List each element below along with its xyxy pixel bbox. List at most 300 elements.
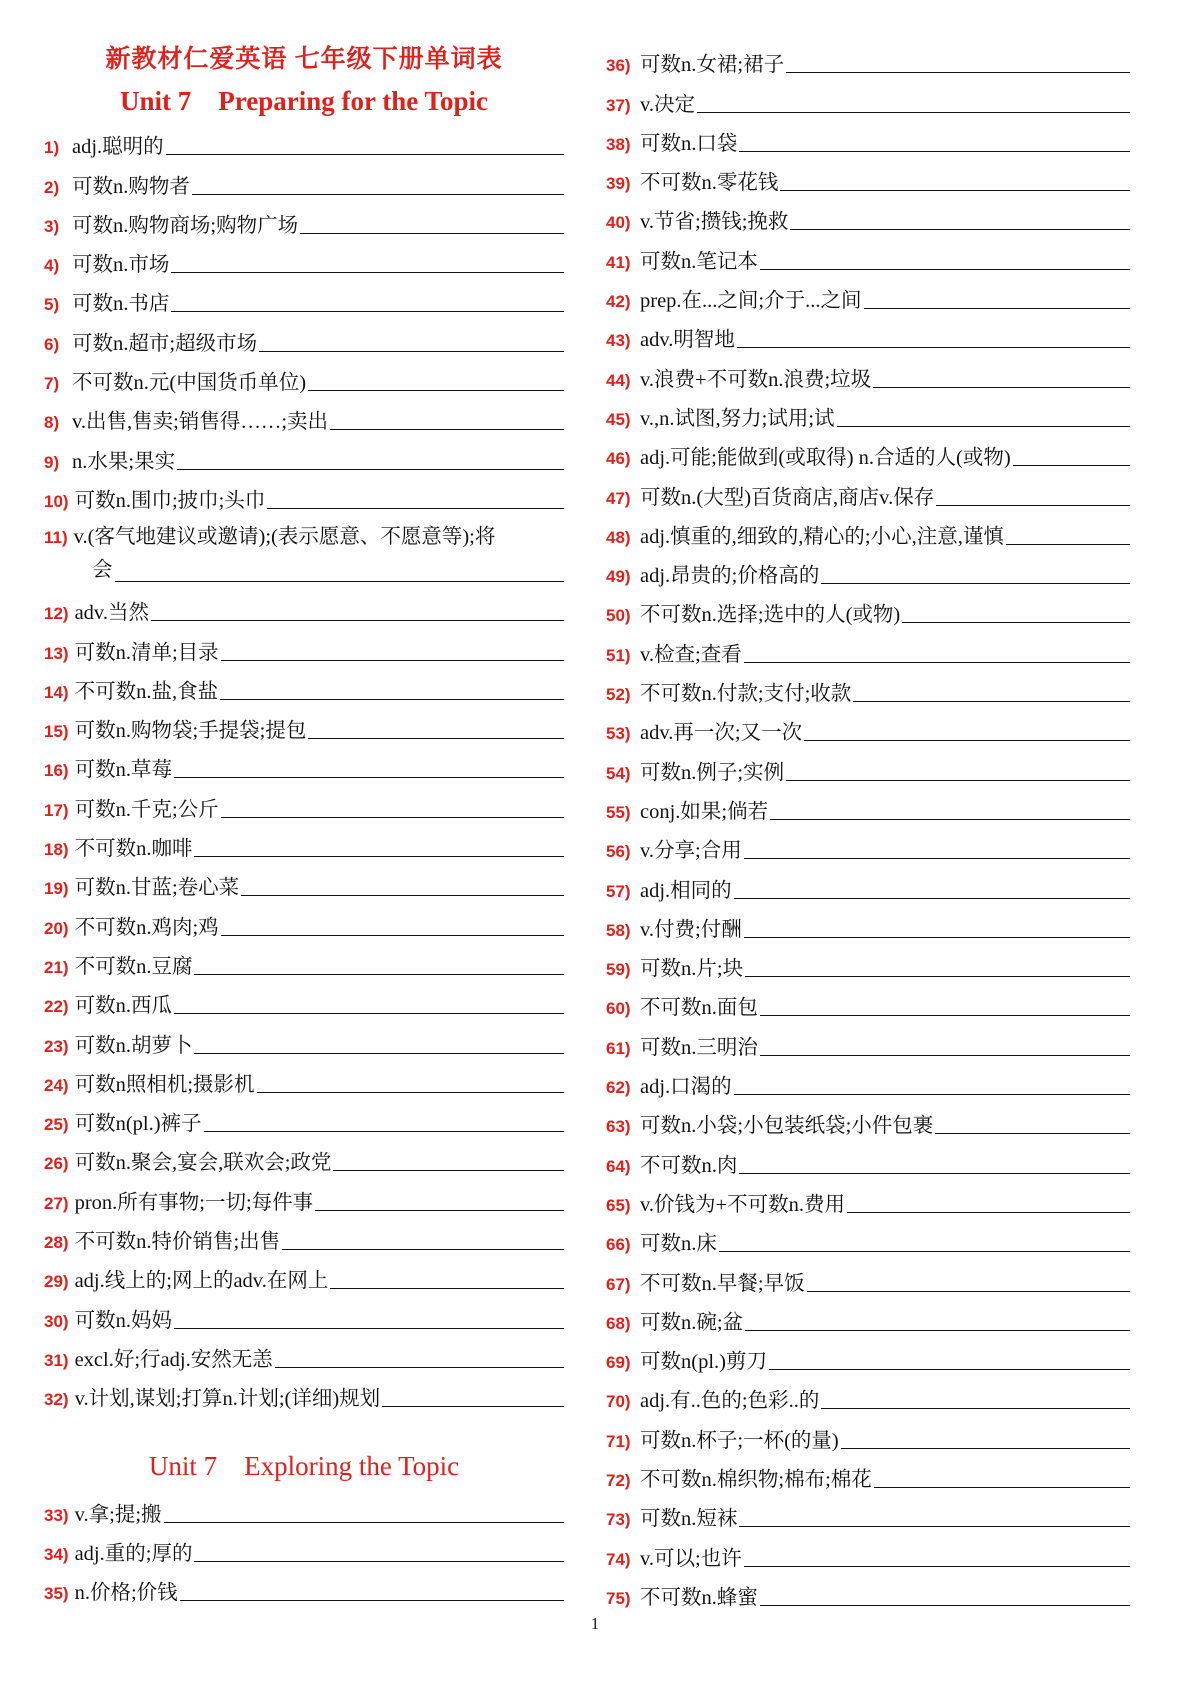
vocab-item [606, 1298, 1130, 1337]
vocab-item [44, 358, 564, 397]
item-definition: 可数n.草莓 [74, 759, 172, 782]
vocab-item [44, 588, 564, 627]
item-definition: adj.聪明的 [72, 136, 164, 159]
vocab-item [44, 784, 564, 823]
vocab-item [606, 472, 1130, 511]
item-definition: 可数n.床 [640, 1233, 717, 1256]
answer-blank[interactable] [697, 112, 1130, 113]
item-number: 44) [606, 370, 631, 390]
item-definition: 可数n.清单;目录 [74, 641, 219, 664]
vocab-item [606, 629, 1130, 668]
vocab-item [44, 476, 564, 515]
item-number: 58) [606, 920, 631, 940]
item-definition: 不可数n.零花钱 [640, 172, 779, 195]
item-definition: 可数n.笔记本 [640, 250, 758, 273]
answer-blank[interactable] [734, 1094, 1130, 1095]
vocab-item [606, 826, 1130, 865]
vocab-item [44, 1295, 564, 1334]
answer-blank[interactable] [936, 505, 1130, 506]
vocab-item [606, 905, 1130, 944]
item-number: 4) [44, 256, 60, 276]
vocab-item [606, 747, 1130, 786]
answer-blank[interactable] [330, 1288, 564, 1289]
item-number: 65) [606, 1195, 631, 1215]
answer-blank[interactable] [194, 856, 564, 857]
item-definition: v.节省;攒钱;挽救 [640, 211, 789, 234]
answer-blank[interactable] [760, 1605, 1130, 1606]
item-definition: 可数n.西瓜 [74, 995, 172, 1018]
vocab-item [606, 158, 1130, 197]
item-definition: 可数n.小袋;小包装纸袋;小件包裹 [640, 1115, 934, 1138]
answer-blank[interactable] [744, 858, 1130, 859]
answer-blank[interactable] [769, 1369, 1130, 1370]
answer-blank[interactable] [786, 72, 1130, 73]
item-number: 9) [44, 452, 60, 472]
vocab-item [606, 1101, 1130, 1140]
item-number: 53) [606, 724, 631, 744]
item-number: 47) [606, 488, 631, 508]
answer-blank[interactable] [744, 662, 1130, 663]
vocab-item [606, 1258, 1130, 1297]
word-list-preparing [44, 122, 564, 1413]
word-list-exploring-left [44, 1489, 564, 1607]
section-heading-preparing: Unit 7 Preparing for the Topic [119, 86, 489, 116]
item-number: 11) [44, 527, 68, 547]
vocab-item [44, 161, 564, 200]
item-number: 2) [44, 177, 60, 197]
item-number: 19) [44, 879, 69, 899]
answer-blank[interactable] [180, 1600, 564, 1601]
vocab-item [44, 1489, 564, 1528]
answer-blank[interactable] [333, 1170, 564, 1171]
vocab-item [44, 1374, 564, 1413]
item-number: 64) [606, 1156, 631, 1176]
answer-blank[interactable] [151, 620, 564, 621]
item-definition: adj.慎重的,细致的,精心的;小心,注意,谨慎 [640, 525, 1004, 548]
item-definition: 不可数n.特价销售;出售 [74, 1231, 281, 1254]
item-definition: 可数n.例子;实例 [640, 761, 785, 784]
item-number: 40) [606, 213, 631, 233]
vocab-item [606, 433, 1130, 472]
answer-blank[interactable] [257, 1092, 564, 1093]
answer-blank[interactable] [821, 583, 1130, 584]
answer-blank[interactable] [745, 1330, 1130, 1331]
answer-blank[interactable] [864, 308, 1131, 309]
item-definition: 不可数n.面包 [640, 997, 758, 1020]
word-list-exploring-right [606, 40, 1130, 1612]
item-definition: adv.明智地 [640, 329, 735, 352]
vocab-item [606, 1533, 1130, 1572]
item-number: 36) [606, 56, 631, 76]
item-number: 5) [44, 295, 60, 315]
answer-blank[interactable] [739, 151, 1130, 152]
vocab-item [606, 1022, 1130, 1061]
item-number: 59) [606, 960, 631, 980]
vocab-item [44, 279, 564, 318]
item-definition: 不可数n.早餐;早饭 [640, 1272, 805, 1295]
answer-blank[interactable] [853, 701, 1130, 702]
item-definition: n.水果;果实 [72, 450, 176, 473]
answer-blank[interactable] [220, 699, 564, 700]
item-definition: 可数n.片;块 [640, 958, 744, 981]
item-definition: adj.线上的;网上的adv.在网上 [74, 1270, 329, 1293]
vocab-item [606, 1455, 1130, 1494]
item-number: 71) [606, 1431, 631, 1451]
vocab-item [606, 1062, 1130, 1101]
vocab-item [606, 40, 1130, 79]
item-number: 23) [44, 1036, 69, 1056]
answer-blank[interactable] [241, 895, 564, 896]
item-number: 70) [606, 1392, 631, 1412]
answer-blank[interactable] [847, 1212, 1130, 1213]
item-number: 31) [44, 1350, 69, 1370]
item-number: 8) [44, 413, 60, 433]
vocab-item [606, 354, 1130, 393]
item-number: 14) [44, 682, 69, 702]
item-number: 66) [606, 1235, 631, 1255]
answer-blank[interactable] [221, 935, 564, 936]
item-number: 51) [606, 645, 631, 665]
answer-blank[interactable] [760, 269, 1130, 270]
item-number: 12) [44, 604, 69, 624]
item-definition: 可数n.三明治 [640, 1036, 758, 1059]
item-definition: 可数n.碗;盆 [640, 1311, 744, 1334]
answer-blank[interactable] [935, 1133, 1130, 1134]
item-number: 18) [44, 840, 69, 860]
vocab-item [606, 1573, 1130, 1612]
item-definition: 不可数n.元(中国货币单位) [72, 372, 307, 395]
page-title: 新教材仁爱英语 七年级下册单词表 [105, 46, 503, 73]
vocab-item [606, 119, 1130, 158]
answer-blank[interactable] [734, 898, 1130, 899]
vocab-item [44, 318, 564, 357]
item-number: 48) [606, 527, 631, 547]
answer-blank[interactable] [821, 1408, 1130, 1409]
item-definition: 可数n.妈妈 [74, 1309, 172, 1332]
answer-blank[interactable] [166, 154, 564, 155]
vocab-item [606, 1415, 1130, 1454]
vocab-item [606, 708, 1130, 747]
vocab-item [606, 590, 1130, 629]
vocab-item [44, 627, 564, 666]
item-number: 61) [606, 1038, 631, 1058]
answer-blank[interactable] [760, 1055, 1130, 1056]
item-number: 42) [606, 292, 631, 312]
item-number: 41) [606, 252, 631, 272]
item-definition: 可数n.胡萝卜 [74, 1034, 193, 1057]
item-number: 7) [44, 374, 60, 394]
item-number: 37) [606, 95, 631, 115]
item-number: 35) [44, 1584, 69, 1604]
vocab-item [606, 669, 1130, 708]
item-definition: adj.重的;厚的 [74, 1542, 193, 1565]
answer-blank[interactable] [1013, 465, 1130, 466]
item-number: 30) [44, 1311, 69, 1331]
vocab-item [44, 240, 564, 279]
item-definition: 不可数n.盐,食盐 [74, 680, 219, 703]
answer-blank[interactable] [837, 426, 1130, 427]
item-number: 16) [44, 761, 69, 781]
vocab-item [606, 315, 1130, 354]
item-number: 34) [44, 1544, 69, 1564]
vocab-item [44, 824, 564, 863]
vocab-item [44, 397, 564, 436]
vocab-item [44, 942, 564, 981]
vocab-item [44, 1177, 564, 1216]
item-number: 75) [606, 1588, 631, 1608]
answer-blank[interactable] [1006, 544, 1130, 545]
item-number: 69) [606, 1353, 631, 1373]
answer-blank[interactable] [719, 1251, 1130, 1252]
vocab-item [44, 667, 564, 706]
vocab-item [606, 394, 1130, 433]
answer-blank[interactable] [744, 937, 1130, 938]
item-definition: 可数n.购物袋;手提袋;提包 [74, 720, 307, 743]
answer-blank[interactable] [192, 194, 564, 195]
item-definition: v.价钱为+不可数n.费用 [640, 1193, 845, 1216]
answer-blank[interactable] [760, 1015, 1130, 1016]
vocab-item [606, 944, 1130, 983]
vocab-item [606, 236, 1130, 275]
item-definition: v.决定 [640, 93, 696, 116]
answer-blank[interactable] [745, 976, 1130, 977]
item-definition: 可数n.超市;超级市场 [72, 332, 258, 355]
answer-blank[interactable] [790, 229, 1130, 230]
vocab-item [44, 1060, 564, 1099]
vocab-item [44, 515, 564, 588]
vocab-item [44, 706, 564, 745]
vocab-item [606, 197, 1130, 236]
vocab-item [44, 1529, 564, 1568]
item-definition: 可数n.口袋 [640, 132, 738, 155]
item-number: 73) [606, 1510, 631, 1530]
answer-blank[interactable] [174, 1013, 564, 1014]
vocab-item [606, 1140, 1130, 1179]
item-number: 26) [44, 1154, 69, 1174]
answer-blank[interactable] [744, 1566, 1130, 1567]
answer-blank[interactable] [174, 777, 564, 778]
item-definition: prep.在...之间;介于...之间 [640, 290, 862, 313]
answer-blank[interactable] [841, 1448, 1130, 1449]
item-definition: v.(客气地建议或邀请);(表示愿意、不愿意等);将 [73, 525, 496, 548]
answer-blank[interactable] [902, 622, 1130, 623]
vocab-item [44, 201, 564, 240]
item-number: 49) [606, 567, 631, 587]
right-column [606, 40, 1130, 1612]
vocab-item [606, 1337, 1130, 1376]
vocab-item [606, 79, 1130, 118]
vocab-item [606, 1494, 1130, 1533]
vocab-item [44, 122, 564, 161]
item-number: 55) [606, 802, 631, 822]
item-definition: conj.如果;倘若 [640, 800, 769, 823]
answer-blank[interactable] [275, 1367, 564, 1368]
item-number: 38) [606, 134, 631, 154]
item-definition: v.可以;也许 [640, 1547, 742, 1570]
item-definition: 不可数n.豆腐 [74, 955, 193, 978]
item-definition: 不可数n.蜂蜜 [640, 1586, 758, 1609]
vocab-item [44, 1099, 564, 1138]
vocab-item [44, 1256, 564, 1295]
item-definition: adv.再一次;又一次 [640, 722, 803, 745]
answer-blank[interactable] [737, 347, 1130, 348]
item-definition: 不可数n.付款;支付;收款 [640, 683, 852, 706]
left-column [44, 40, 564, 1607]
item-number: 43) [606, 331, 631, 351]
item-number: 21) [44, 957, 69, 977]
item-number: 74) [606, 1549, 631, 1569]
item-number: 3) [44, 216, 60, 236]
item-definition: 可数n.购物者 [72, 175, 190, 198]
item-number: 45) [606, 409, 631, 429]
item-definition: 可数n.书店 [72, 293, 170, 316]
item-number: 72) [606, 1470, 631, 1490]
answer-blank[interactable] [204, 1131, 564, 1132]
item-definition: v.拿;提;搬 [74, 1503, 162, 1526]
vocab-item [44, 1568, 564, 1607]
item-number: 50) [606, 606, 631, 626]
item-definition: v.出售,售卖;销售得……;卖出 [72, 411, 329, 434]
answer-blank[interactable] [300, 233, 564, 234]
vocab-item [606, 276, 1130, 315]
answer-blank[interactable] [177, 469, 564, 470]
item-definition: v.付费;付酬 [640, 918, 742, 941]
item-number: 52) [606, 685, 631, 705]
item-number: 29) [44, 1272, 69, 1292]
answer-blank[interactable] [221, 660, 564, 661]
vocab-item [44, 981, 564, 1020]
answer-blank[interactable] [804, 740, 1130, 741]
vocab-item [44, 436, 564, 475]
item-definition: 不可数n.棉织物;棉布;棉花 [640, 1468, 872, 1491]
item-definition: 可数n.围巾;披巾;头巾 [74, 489, 266, 512]
item-number: 24) [44, 1075, 69, 1095]
answer-blank[interactable] [315, 1210, 564, 1211]
item-number: 25) [44, 1115, 69, 1135]
answer-blank[interactable] [164, 1522, 564, 1523]
item-definition: v.分享;合用 [640, 840, 742, 863]
answer-blank[interactable] [330, 429, 564, 430]
item-definition: 可数n.千克;公斤 [74, 798, 219, 821]
answer-blank[interactable] [282, 1249, 564, 1250]
answer-blank[interactable] [807, 1291, 1130, 1292]
vocab-item [606, 983, 1130, 1022]
answer-blank[interactable] [194, 1053, 564, 1054]
item-definition: adv.当然 [74, 602, 149, 625]
vocab-item [44, 1020, 564, 1059]
item-number: 1) [44, 138, 60, 158]
answer-blank[interactable] [739, 1526, 1130, 1527]
item-definition: n.价格;价钱 [74, 1582, 178, 1605]
answer-blank[interactable] [174, 1328, 564, 1329]
item-number: 68) [606, 1313, 631, 1333]
item-definition: adj.口渴的 [640, 1076, 732, 1099]
answer-blank[interactable] [874, 1487, 1130, 1488]
item-definition: 不可数n.肉 [640, 1154, 738, 1177]
vocab-item [606, 1219, 1130, 1258]
vocab-item [606, 551, 1130, 590]
answer-blank[interactable] [382, 1406, 564, 1407]
vocab-item [606, 865, 1130, 904]
item-definition: 不可数n.鸡肉;鸡 [74, 916, 219, 939]
page-number: 1 [590, 1614, 600, 1633]
item-number: 67) [606, 1274, 631, 1294]
answer-blank[interactable] [221, 817, 564, 818]
item-definition: 可数n(pl.)裤子 [74, 1113, 202, 1136]
answer-blank[interactable] [739, 1173, 1130, 1174]
item-definition-continued: 会 [92, 558, 113, 581]
item-number: 17) [44, 800, 69, 820]
item-number: 22) [44, 997, 69, 1017]
answer-blank[interactable] [194, 974, 564, 975]
item-number: 63) [606, 1117, 631, 1137]
section-heading-exploring: Unit 7 Exploring the Topic [148, 1451, 460, 1482]
answer-blank[interactable] [171, 272, 564, 273]
item-definition: 可数n.甘蓝;卷心菜 [74, 877, 240, 900]
item-definition: 可数n.杯子;一杯(的量) [640, 1429, 839, 1452]
item-number: 56) [606, 842, 631, 862]
item-definition: 可数n(pl.)剪刀 [640, 1351, 767, 1374]
item-definition: adj.有..色的;色彩..的 [640, 1390, 820, 1413]
answer-blank[interactable] [780, 190, 1130, 191]
item-number: 33) [44, 1505, 69, 1525]
item-definition: adj.昂贵的;价格高的 [640, 565, 820, 588]
vocab-item [44, 1217, 564, 1256]
item-definition: excl.好;行adj.安然无恙 [74, 1348, 273, 1371]
item-definition: v.浪费+不可数n.浪费;垃圾 [640, 368, 872, 391]
vocab-item [44, 745, 564, 784]
item-number: 57) [606, 881, 631, 901]
item-number: 13) [44, 643, 69, 663]
vocab-item [44, 1138, 564, 1177]
item-definition: 可数n.(大型)百货商店,商店v.保存 [640, 486, 935, 509]
answer-blank[interactable] [267, 508, 564, 509]
item-number: 54) [606, 763, 631, 783]
item-number: 27) [44, 1193, 69, 1213]
item-definition: v.检查;查看 [640, 643, 742, 666]
answer-blank[interactable] [115, 581, 565, 582]
item-number: 32) [44, 1390, 69, 1410]
item-number: 10) [44, 491, 69, 511]
vocab-item [606, 512, 1130, 551]
item-number: 28) [44, 1233, 69, 1253]
answer-blank[interactable] [786, 780, 1130, 781]
vocab-item [606, 1180, 1130, 1219]
answer-blank[interactable] [873, 387, 1130, 388]
answer-blank[interactable] [308, 390, 564, 391]
answer-blank[interactable] [308, 738, 564, 739]
item-definition: 不可数n.咖啡 [74, 838, 193, 861]
item-definition: 可数n.购物商场;购物广场 [72, 214, 299, 237]
item-definition: v.计划,谋划;打算n.计划;(详细)规划 [74, 1388, 381, 1411]
item-number: 60) [606, 999, 631, 1019]
answer-blank[interactable] [194, 1561, 564, 1562]
item-definition: 可数n.女裙;裙子 [640, 54, 785, 77]
item-definition: 可数n照相机;摄影机 [74, 1073, 255, 1096]
answer-blank[interactable] [259, 351, 564, 352]
item-definition: adj.相同的 [640, 879, 732, 902]
answer-blank[interactable] [770, 819, 1130, 820]
item-number: 15) [44, 722, 69, 742]
item-definition: 可数n.短袜 [640, 1508, 738, 1531]
item-number: 62) [606, 1078, 631, 1098]
item-definition: adj.可能;能做到(或取得) n.合适的人(或物) [640, 447, 1011, 470]
answer-blank[interactable] [171, 311, 564, 312]
vocab-item [44, 902, 564, 941]
item-number: 20) [44, 918, 69, 938]
item-definition: 可数n.聚会,宴会,联欢会;政党 [74, 1152, 332, 1175]
item-number: 6) [44, 334, 60, 354]
